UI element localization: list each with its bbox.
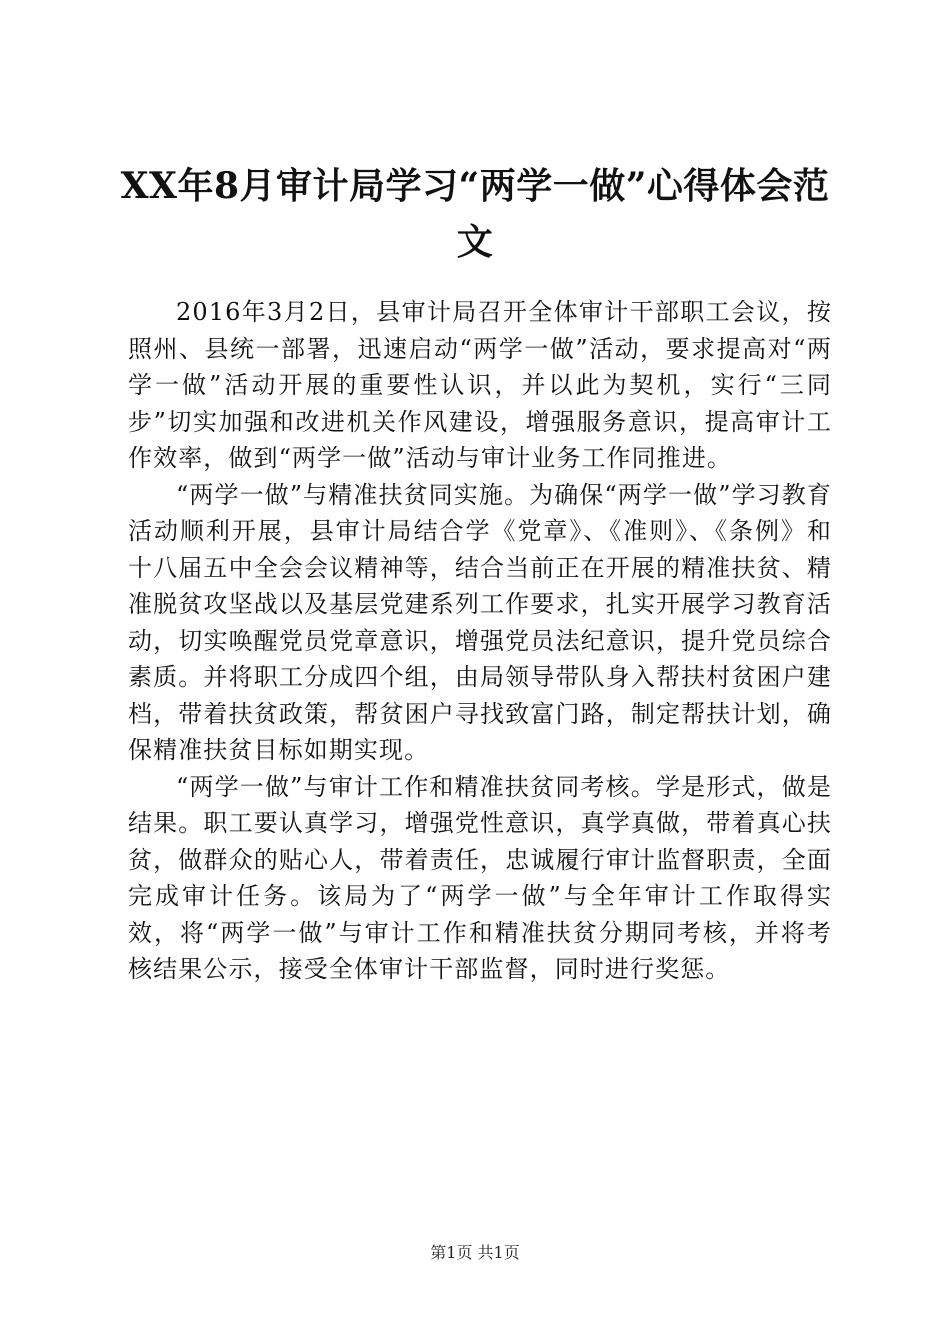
- paragraph-3: “两学一做”与审计工作和精准扶贫同考核。学是形式，做是结果。职工要认真学习，增强党性意识，真学真做，带着真心扶贫，做群众的贴心人，带着责任，忠诚履行审计监督职责，全面完成审计任务。该局为了“两学一做”与全年审计工作取得实效，将“两学一做”与审计工作和精准扶贫分期同考核，并将考核结果公示，接受全体审计干部监督，同时进行奖惩。: [128, 772, 832, 983]
- page-footer: 第1页 共1页: [430, 1243, 520, 1262]
- paragraph-1: 2016年3月2日，县审计局召开全体审计干部职工会议，按照州、县统一部署，迅速启动“两学一做”活动，要求提高对“两学一做”活动开展的重要性认识，并以此为契机，实行“三同步”切实加强和改进机关作风建设，增强服务意识，提高审计工作效率，做到“两学一做”活动与审计业务工作同推进。: [128, 298, 832, 472]
- document-title: XX年8月审计局学习“两学一做”心得体会范文: [120, 165, 830, 263]
- paragraph-2: “两学一做”与精准扶贫同实施。为确保“两学一做”学习教育活动顺利开展，县审计局结合学《党章》、《准则》、《条例》和十八届五中全会会议精神等，结合当前正在开展的精准扶贫、精准脱贫攻坚战以及基层党建系列工作要求，扎实开展学习教育活动，切实唤醒党员党章意识，增强党员法纪意识，提升党员综合素质。并将职工分成四个组，由局领导带队身入帮扶村贫困户建档，带着扶贫政策，帮贫困户寻找致富门路，制定帮扶计划，确保精准扶贫目标如期实现。: [128, 480, 832, 764]
- document-body: [128, 294, 832, 988]
